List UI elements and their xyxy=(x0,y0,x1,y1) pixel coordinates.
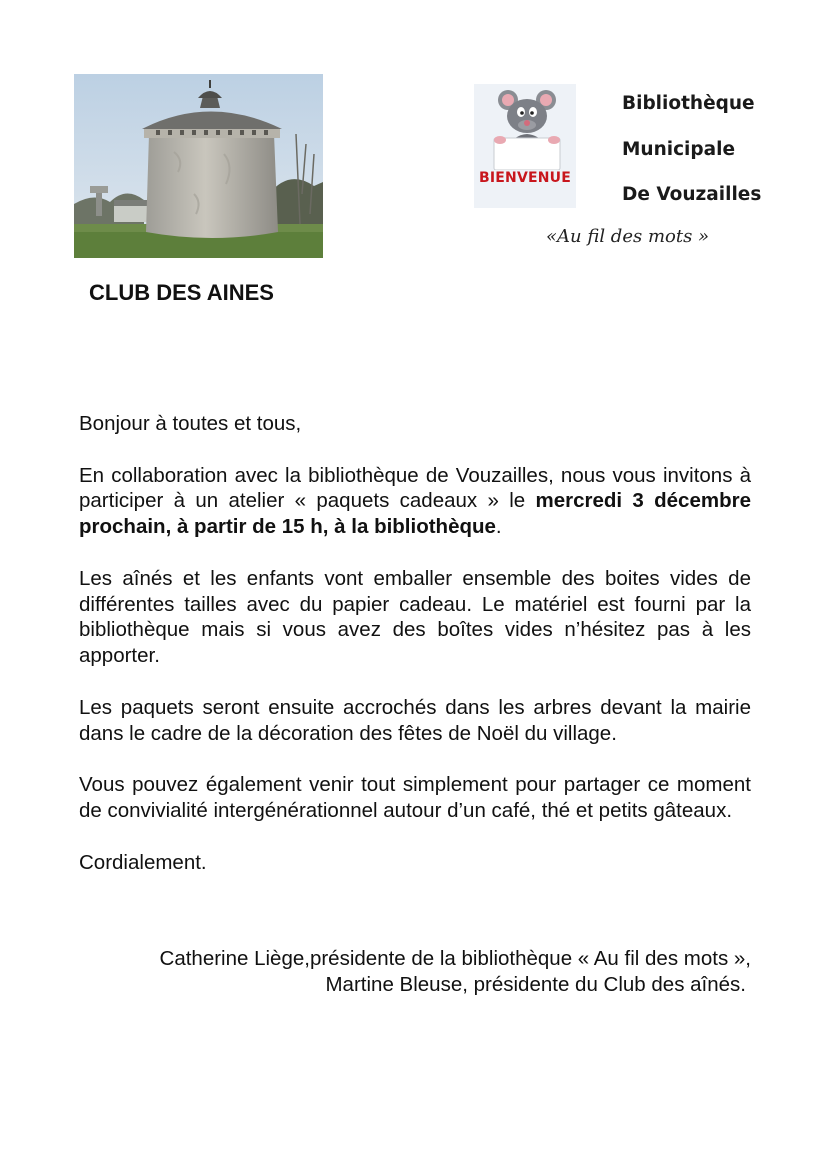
signature-block xyxy=(79,946,751,998)
library-motto: «Au fil des mots » xyxy=(546,226,710,247)
paragraph-conviviality: Vous pouvez également venir tout simplement pour partager ce moment de convivialité intergénérationnel autour d’un café, thé et petits gâteaux. xyxy=(79,773,751,822)
page-title: CLUB DES AINES xyxy=(89,280,274,305)
letter-body xyxy=(79,411,751,901)
rat-mascot-icon xyxy=(480,88,570,170)
event-date-location: mercredi 3 décembre prochain, à partir de 15 h, à la bibliothèque xyxy=(79,489,751,539)
dovecote-tower-photo xyxy=(74,74,323,258)
library-name-line-3: De Vouzailles xyxy=(622,184,762,205)
paragraph-activity: Les aînés et les enfants vont emballer ensemble des boites vides de différentes tailles avec du papier cadeau. Le matériel est fourni par la bibliothèque mais si vous avez des boîtes vides n’hésitez pas à les apporter. xyxy=(79,566,751,668)
signature-line-2: Martine Bleuse, présidente du Club des aînés. xyxy=(325,972,746,996)
mascot-welcome-banner: BIENVENUE xyxy=(478,170,571,186)
signature-line-1: Catherine Liège,présidente de la bibliothèque « Au fil des mots », xyxy=(159,947,751,970)
library-name-line-1: Bibliothèque xyxy=(622,93,755,114)
paragraph-invitation xyxy=(79,463,751,540)
invitation-end: . xyxy=(495,515,502,539)
greeting: Bonjour à toutes et tous, xyxy=(79,412,302,435)
closing: Cordialement. xyxy=(79,850,207,874)
mascot-welcome-card xyxy=(474,84,576,208)
library-name-line-2: Municipale xyxy=(622,139,736,160)
invitation-text: En collaboration avec la bibliothèque de Vouzailles, nous vous invitons à participer à un atelier « paquets cadeaux » le xyxy=(79,463,751,513)
paragraph-decoration: Les paquets seront ensuite accrochés dans les arbres devant la mairie dans le cadre de la décoration des fêtes de Noël du village. xyxy=(79,695,751,745)
